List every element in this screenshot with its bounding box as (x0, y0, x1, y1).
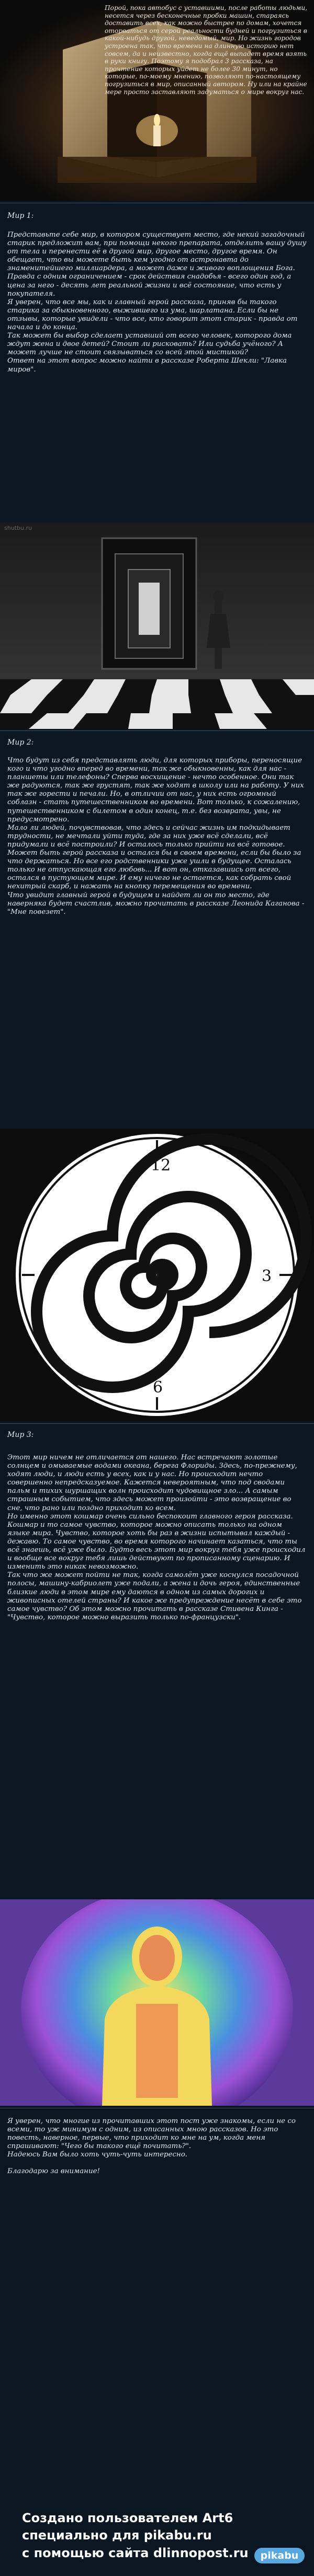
world2-heading: Мир 2: (7, 738, 34, 747)
outro-text: Я уверен, что многие из прочитавших этот пост уже знакомы, если не со всеми, то уж минимум с одним, из описанных мною рассказов. Но это повесть, наверное, первые, что приходит ко мне на ум, когда меня спрашивают: "Чего бы такого ещё почитать?". Надеюсь Вам было хоть чуть-чуть интересно. (7, 2117, 296, 2159)
divider (0, 730, 314, 731)
svg-text:3: 3 (262, 1267, 272, 1285)
svg-text:12: 12 (151, 1156, 171, 1175)
footer-site: специально для pikabu.ru (22, 2528, 212, 2543)
corridor-illustration (0, 523, 314, 729)
spiral-clock-image (0, 1129, 314, 1421)
pikabu-logo[interactable]: pikabu (254, 2548, 305, 2563)
svg-text:9: 9 (42, 1267, 52, 1285)
spiral-clock-illustration (0, 1129, 314, 1421)
svg-text:6: 6 (153, 1378, 163, 1397)
footer-tool: с помощью сайта dlinnopost.ru (22, 2546, 249, 2560)
thanks-text: Благодарю за внимание! (7, 2167, 100, 2175)
world1-heading: Мир 1: (7, 212, 34, 220)
divider (0, 1423, 314, 1424)
corridor-image (0, 523, 314, 729)
silhouette-image (0, 1899, 314, 2106)
intro-text (0, 0, 1, 1)
silhouette-illustration (0, 1899, 314, 2106)
world2-text: Что будут из себя представлять люди, для которых приборы, переносящие кого и что угодно вперед во времени, так же обыкновенны, как для нас - планшеты или телефоны? Сперва восхищение - нечто особенное. Они так же радуются, так же грустят, так же ходят в школу или на работу. У них так же горести и печали. Но, в отличии от нас, у них есть огромный соблазн - стать путешественником во времени. Вот только, к сожалению, путешественником с билетом в один конец, т.е. без возврата, увы, не предусмотрено. Мало ли людей, почувствовав, что здесь и сейчас жизнь им подкидывает трудности, не мечтали уйти туда, где за них уже всё сделали, всё придумали и всё построили? И осталось только прийти на всё готовое. Может быть герой рассказа и остался бы в своем времени, если бы было за что держаться. Но все его родственники уже ушли в будущее. Осталась только не отпускающая его любовь... И вот он, отказавшись от всего, остался в пустующем мире. И ему ничего не остается, как собрать свой нехитрый скарб, и нажать на кнопку перемещения во времени. Что увидит главный герой в будущем и найдет ли он то место, где наверняка будет счастлив, можно прочитать в рассказе Леонида Каганова - "Мне повезет". (7, 757, 305, 916)
footer-author: Создано пользователем Art6 (22, 2511, 233, 2525)
watermark: shutbu.ru (4, 525, 32, 531)
intro-paragraph: Порой, пока автобус с уставшими, после работы людьми, несется через бесконечные пробки машин, стараясь доставить всех, как можно быстрее по домам, хочется оторваться от серой реальности будней и погрузиться в какой-нибудь другой, неведомый, мир. Но жизнь городов устроена так, что времени на длинную историю нет совсем, да и неизвестно, когда ещё выпадет время взять в руки книгу. Поэтому я подобрал 3 рассказа, на прочтение которых уйдет не более 30 минут, но которые, по-моему мнению, позволяют по-настоящему погрузиться в мир, описанный автором. Ну или на крайне мере просто заставляют задуматься о мире вокруг нас. (105, 4, 308, 96)
world1-text: Представьте себе мир, в котором существует место, где некий загадочный старик предложит вам, при помощи некого препарата, отделить вашу душу от тела и перенести её в другой мир, другое место, другое время. Он обещает, что вы можете быть кем угодно от астронавта до знаменитейшего миллиардера, а может даже и живого воплощения Бога. Правда с одним ограничением - срок действия снадобья - всего один год, а цена за него - десять лет реальной жизни и всё состояние, что есть у покупателя. Я уверен, что все мы, как и главный герой рассказа, приняв бы такого старика за обыкновенного, выжившего из ума, шарлатана. Если бы не отзывы, которые увидели - что все, кто говорит этот старик - правда от начала и до конца. Так может бы выбор сделает уставший от всего человек, которого дома ждут жена и двое детей? Стоит ли рисковать? Или судьба учёного? А может лучше не стоит связываться со всей этой мистикой? Ответ на этот вопрос можно найти в рассказе Роберта Шекли: "Лавка миров". (7, 231, 307, 374)
world3-heading: Мир 3: (7, 1431, 34, 1439)
world3-text: Этот мир ничем не отличается от нашего. Нас встречают золотые солнцем и омываемые водами океана, берега Флориды. Здесь, по-прежнему, ходят люди, и люди есть у всех, как и у нас. Но происходит нечто совершенно непредсказуемое. Кажется невероятным, что под сводами пальм и тихих шуршащих волн происходит чудовищное зло... А самым страшным событием, что здесь может произойти - это возвращение во сне, что рано или поздно приходит ко всем. Но именно этот кошмар очень сильно беспокоит главного героя рассказа. Кошмар и то самое чувство, которое можно описать только на одном языке мира. Чувство, которое хоть бы раз в жизни испытывал каждый - дежавю. То самое чувство, во время которого начинает казаться, что ты всё знаешь, всё уже было. Будто весь этот мир вокруг тебя уже происходил и вообще все вокруг тебя лишь действуют по прописанному сценарию. И изменить это никак невозможно. Так что же может пойти не так, когда самолёт уже коснулся посадочной полосы, машину-кабриолет уже подали, а жена и дочь героя, единственные близкие люди в этом мире ему даются в одном из самых дорогих и живописных отелей страны? И какое же предупреждение несёт в себе это самое чувство? Об этом можно прочитать в рассказе Стивена Кинга - "Чувство, которое можно выразить только по-французски". (7, 1454, 306, 1621)
